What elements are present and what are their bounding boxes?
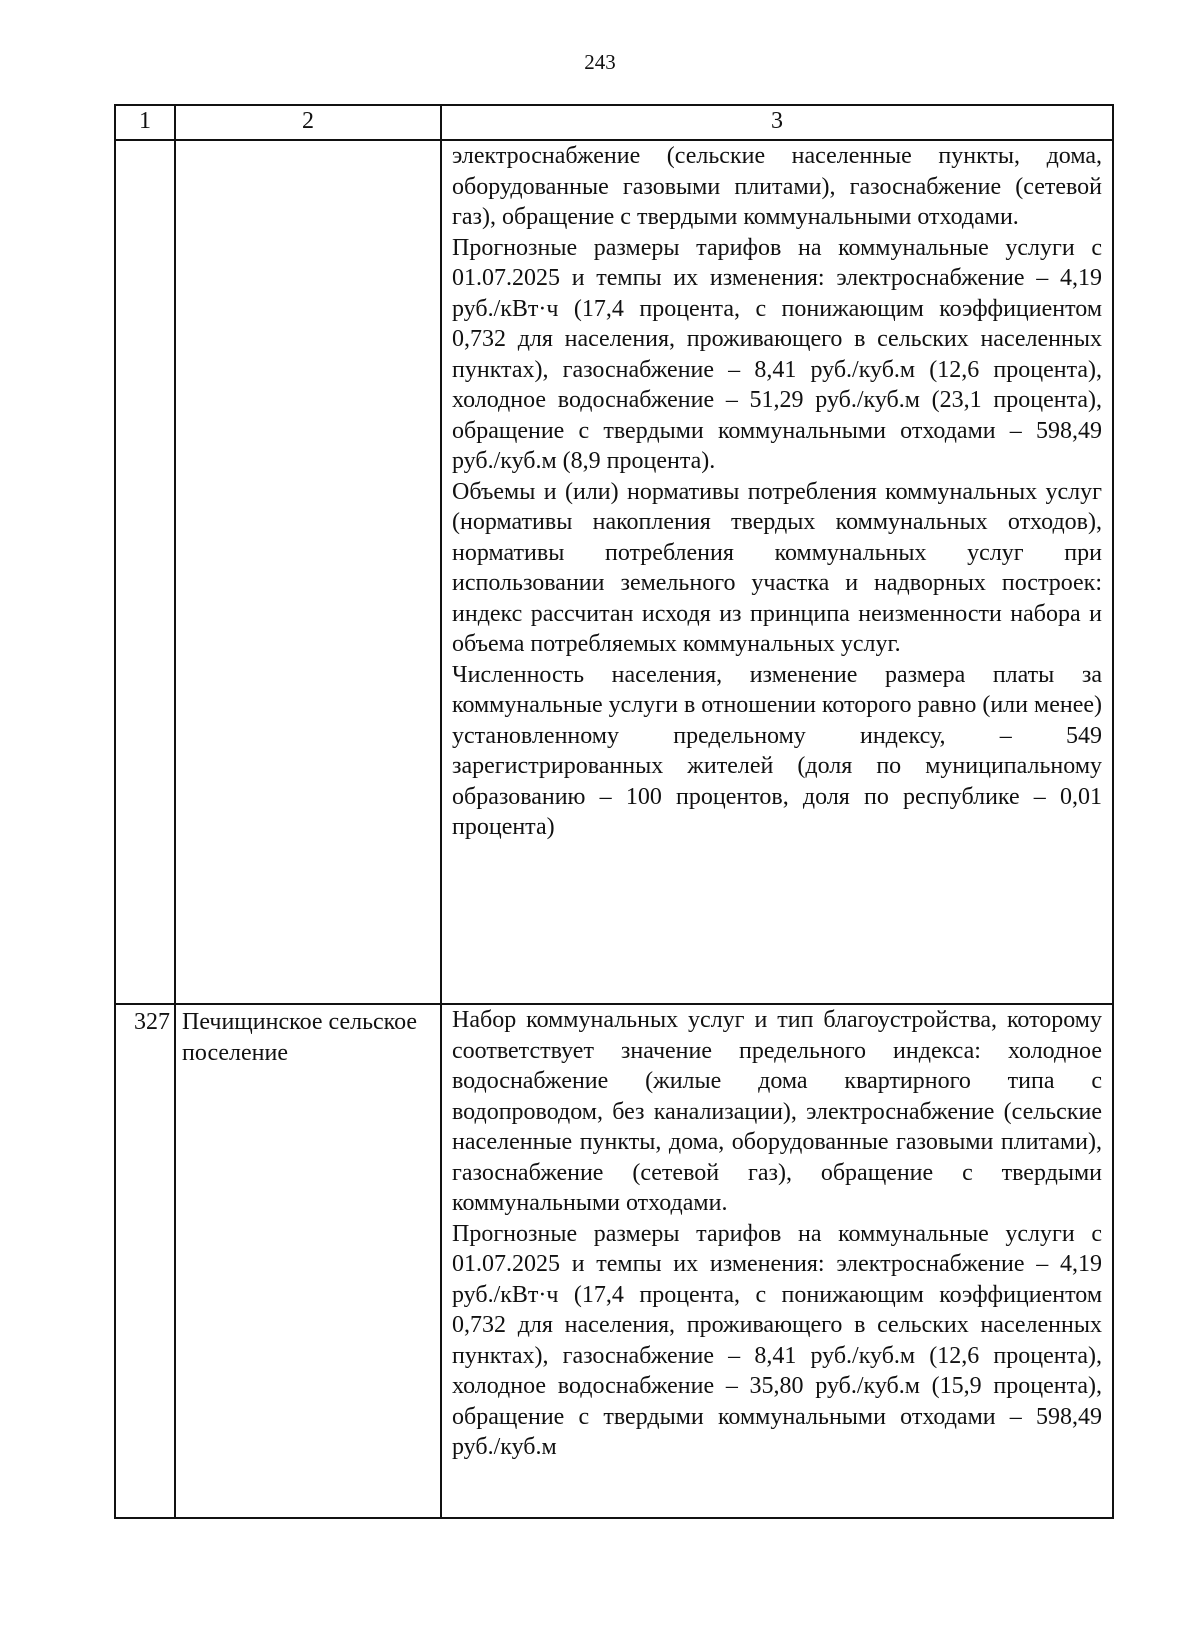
table-row [116, 1003, 1112, 1517]
page-number: 243 [584, 50, 616, 74]
description-paragraph: Прогнозные размеры тарифов на коммунальные услуги с 01.07.2025 и темпы их изменения: электроснабжение – 4,19 руб./кВт·ч (17,4 процента, с понижающим коэффициентом 0,732 для населения, проживающего в сельских населенных пунктах), газоснабжение – 8,41 руб./куб.м (12,6 процента), холодное водоснабжение – 51,29 руб./куб.м (23,1 процента), обращение с твердыми коммунальными отходами – 598,49 руб./куб.м (8,9 процента). [452, 234, 1102, 474]
tariff-table [114, 104, 1114, 1519]
row-number [116, 141, 174, 1003]
description-paragraph: электроснабжение (сельские населенные пункты, дома, оборудованные газовыми плитами), газоснабжение (сетевой газ), обращение с твердыми коммунальными отходами. [452, 143, 1102, 230]
description-paragraph: Численность населения, изменение размера платы за коммунальные услуги в отношении которого равно (или менее) установленному предельному индексу, – 549 зарегистрированных жителей (доля по муниципальному образованию – 100 процентов, доля по республике – 0,01 процента) [452, 661, 1102, 840]
description-paragraph: Объемы и (или) нормативы потребления коммунальных услуг (нормативы накопления твердых коммунальных отходов), нормативы потребления коммунальных услуг при использовании земельного участка и надворных построек: индекс рассчитан исходя из принципа неизменности набора и объема потребляемых коммунальных услуг. [452, 478, 1102, 657]
row-description [440, 1005, 1112, 1517]
municipality-name: Печищинское сельское поселение [174, 1005, 440, 1517]
description-paragraph: Прогнозные размеры тарифов на коммунальные услуги с 01.07.2025 и темпы их изменения: электроснабжение – 4,19 руб./кВт·ч (17,4 процента, с понижающим коэффициентом 0,732 для населения, проживающего в сельских населенных пунктах), газоснабжение – 8,41 руб./куб.м (12,6 процента), холодное водоснабжение – 35,80 руб./куб.м (15,9 процента), обращение с твердыми коммунальными отходами – 598,49 руб./куб.м [452, 1220, 1102, 1460]
row-description [440, 141, 1112, 1003]
column-header-3: 3 [440, 106, 1112, 139]
description-paragraph: Набор коммунальных услуг и тип благоустройства, которому соответствует значение предельного индекса: холодное водоснабжение (жилые дома квартирного типа с водопроводом, без канализации), электроснабжение (сельские населенные пункты, дома, оборудованные газовыми плитами), газоснабжение (сетевой газ), обращение с твердыми коммунальными отходами. [452, 1007, 1102, 1216]
table-row [116, 139, 1112, 1003]
column-header-2: 2 [174, 106, 440, 139]
column-header-1: 1 [139, 108, 151, 134]
municipality-name [174, 141, 440, 1003]
table-header-row [116, 106, 1112, 139]
row-number: 327 [134, 1009, 170, 1035]
